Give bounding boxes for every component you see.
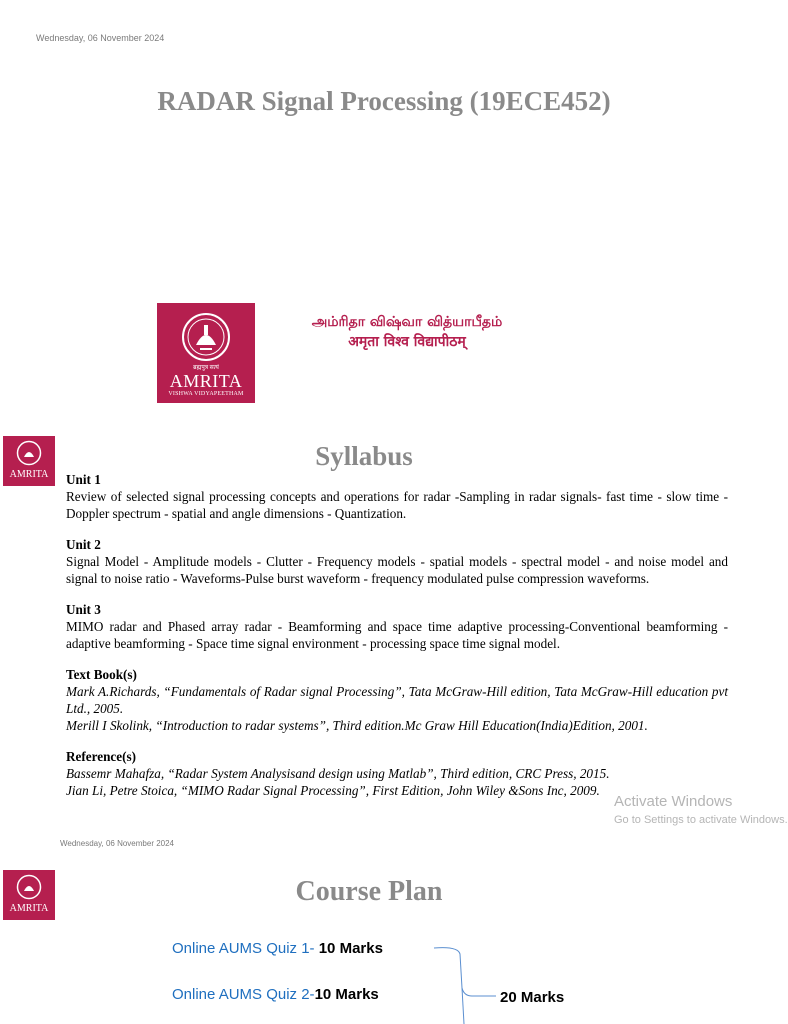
quiz1-marks: 10 Marks	[318, 940, 383, 957]
page1-title: RADAR Signal Processing (19ECE452)	[157, 86, 611, 116]
unit3-block	[66, 601, 728, 652]
amrita-logo-large	[157, 303, 255, 403]
syllabus-content	[66, 471, 728, 813]
page1-date: Wednesday, 06 November 2024	[36, 33, 165, 43]
unit1-heading: Unit 1	[66, 472, 101, 487]
quiz2-item	[172, 986, 379, 1003]
reference-item: Jian Li, Petre Stoica, “MIMO Radar Signal Processing”, First Edition, John Wiley &Sons Inc, 2009.	[66, 783, 600, 798]
page3-date: Wednesday, 06 November 2024	[60, 839, 174, 848]
quiz1-label: Online AUMS Quiz 1-	[172, 940, 319, 957]
logo-brand: AMRITA	[169, 371, 243, 391]
references-heading: Reference(s)	[66, 749, 137, 764]
unit3-heading: Unit 3	[66, 602, 101, 617]
quiz2-marks: 10 Marks	[314, 986, 379, 1003]
unit2-text: Signal Model - Amplitude models - Clutter - Frequency models - spatial models - spectral model - and noise model and signal to noise ratio - Waveforms-Pulse burst waveform - frequency modulated pulse compression waveforms.	[66, 554, 728, 586]
grouping-bracket	[428, 944, 500, 1024]
textbook-item: Merill I Skolink, “Introduction to radar systems”, Third edition.Mc Graw Hill Education(India)Edition, 2001.	[66, 718, 648, 733]
logo-subtitle: VISHWA VIDYAPEETHAM	[168, 391, 244, 397]
activate-windows-watermark: Activate Windows	[614, 793, 733, 810]
unit2-heading: Unit 2	[66, 537, 101, 552]
textbooks-heading: Text Book(s)	[66, 667, 137, 682]
unit2-block	[66, 536, 728, 587]
amrita-emblem-icon	[180, 311, 232, 363]
logo-brand: AMRITA	[9, 469, 49, 480]
activate-windows-hint: Go to Settings to activate Windows.	[614, 814, 788, 826]
unit1-text: Review of selected signal processing concepts and operations for radar -Sampling in radar signals- fast time - slow time - Doppler spectrum - spatial and angle dimensions - Quantization.	[66, 489, 728, 521]
native-name-sanskrit: अमृता विश्व विद्यापीठम्	[348, 334, 466, 350]
native-name-tamil: அம்ரிதா விஷ்வா வித்யாபீதம்	[311, 314, 503, 330]
quiz2-label: Online AUMS Quiz 2-	[172, 986, 315, 1003]
logo-brand: AMRITA	[9, 903, 49, 914]
unit3-text: MIMO radar and Phased array radar - Beamforming and space time adaptive processing-Conventional beamforming - adaptive beamforming - Space time signal environment - processing space time signal model.	[66, 619, 728, 651]
total-marks	[500, 989, 564, 1006]
total-marks-label: 20 Marks	[500, 989, 565, 1006]
references-block	[66, 748, 728, 799]
textbook-item: Mark A.Richards, “Fundamentals of Radar signal Processing”, Tata McGraw-Hill edition, Tata McGraw-Hill education pvt Ltd., 2005.	[66, 684, 728, 716]
unit1-block	[66, 471, 728, 522]
textbooks-block	[66, 666, 728, 734]
syllabus-title: Syllabus	[315, 441, 413, 471]
quiz1-item	[172, 940, 383, 957]
reference-item: Bassemr Mahafza, “Radar System Analysisand design using Matlab”, Third edition, CRC Press, 2015.	[66, 766, 610, 781]
logo-motto: ब्रह्मपुत्र सत्यं	[193, 365, 219, 371]
course-plan-title: Course Plan	[295, 876, 443, 907]
